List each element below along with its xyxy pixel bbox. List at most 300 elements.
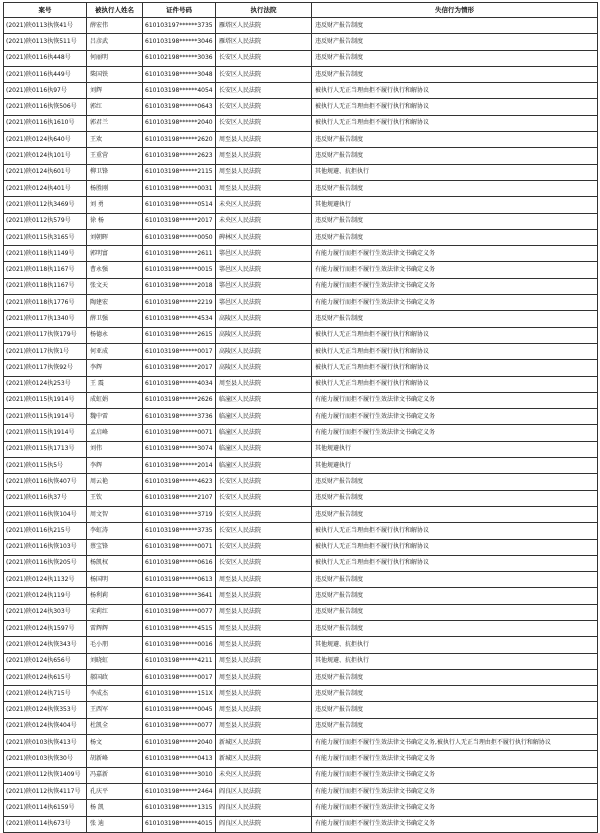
cell-court: 碑林区人民法院: [216, 229, 312, 245]
cell-case-no: (2021)陕0112执3469号: [4, 197, 87, 213]
cell-case-no: (2021)陕0124执640号: [4, 132, 87, 148]
cell-case-no: (2021)陕0124执715号: [4, 686, 87, 702]
cell-name: 曹永强: [87, 262, 143, 278]
header-behavior: 失信行为情形: [312, 3, 598, 18]
cell-name: 郭红: [87, 99, 143, 115]
cell-case-no: (2021)陕0118执1149号: [4, 246, 87, 262]
cell-case-no: (2021)陕0118执1167号: [4, 262, 87, 278]
cell-name: 孔庆平: [87, 783, 143, 799]
cell-name: 毛小朋: [87, 637, 143, 653]
cell-court: 周至县人民法院: [216, 572, 312, 588]
cell-court: 临潼区人民法院: [216, 392, 312, 408]
cell-name: 李成杰: [87, 686, 143, 702]
cell-behavior: 其他规避执行: [312, 458, 598, 474]
table-row: [4, 588, 598, 604]
cell-case-no: (2021)陕0114执673号: [4, 816, 87, 832]
table-row: [4, 327, 598, 343]
cell-court: 周至县人民法院: [216, 604, 312, 620]
cell-id-no: 610103198******1315: [143, 800, 216, 816]
cell-behavior: 违反财产报告制度: [312, 669, 598, 685]
dishonest-persons-table: [3, 2, 598, 833]
cell-case-no: (2021)陕0124执119号: [4, 588, 87, 604]
cell-court: 长安区人民法院: [216, 490, 312, 506]
cell-court: 周至县人民法院: [216, 376, 312, 392]
cell-behavior: 有能力履行而拒不履行生效法律文书确定义务: [312, 751, 598, 767]
cell-name: 杨德永: [87, 327, 143, 343]
cell-case-no: (2021)陕0112执579号: [4, 213, 87, 229]
cell-id-no: 610103198******4515: [143, 620, 216, 636]
cell-name: 宋莉红: [87, 604, 143, 620]
cell-case-no: (2021)陕0117执1340号: [4, 311, 87, 327]
table-row: [4, 34, 598, 50]
cell-id-no: 610103198******3046: [143, 34, 216, 50]
cell-case-no: (2021)陕0124执253号: [4, 376, 87, 392]
table-header-row: [4, 3, 598, 18]
cell-name: 胡新峰: [87, 751, 143, 767]
cell-court: 鄠邑区人民法院: [216, 246, 312, 262]
cell-id-no: 610103198******2040: [143, 735, 216, 751]
cell-id-no: 610103198******4534: [143, 311, 216, 327]
cell-behavior: 被执行人无正当理由拒不履行执行和解协议: [312, 115, 598, 131]
cell-case-no: (2021)陕0124执401号: [4, 180, 87, 196]
cell-court: 长安区人民法院: [216, 474, 312, 490]
table-row: [4, 539, 598, 555]
cell-name: 王钦: [87, 490, 143, 506]
cell-case-no: (2021)陕0116执448号: [4, 50, 87, 66]
cell-id-no: 610103198******0050: [143, 229, 216, 245]
cell-id-no: 610103198******3736: [143, 409, 216, 425]
cell-case-no: (2021)陕0116执恢103号: [4, 539, 87, 555]
cell-name: 刘伟: [87, 441, 143, 457]
cell-case-no: (2021)陕0124执1132号: [4, 572, 87, 588]
table-row: [4, 180, 598, 196]
table-row: [4, 506, 598, 522]
table-row: [4, 83, 598, 99]
cell-name: 何亚成: [87, 343, 143, 359]
table-row: [4, 816, 598, 832]
cell-court: 长安区人民法院: [216, 523, 312, 539]
table-row: [4, 620, 598, 636]
cell-behavior: 违反财产报告制度: [312, 50, 598, 66]
header-case-no: 案号: [4, 3, 87, 18]
table-row: [4, 311, 598, 327]
cell-case-no: (2021)陕0113执恢41号: [4, 18, 87, 34]
cell-name: 周云艳: [87, 474, 143, 490]
cell-behavior: 违反财产报告制度: [312, 572, 598, 588]
cell-name: 张文天: [87, 278, 143, 294]
cell-case-no: (2021)陕0124执恢353号: [4, 702, 87, 718]
table-row: [4, 343, 598, 359]
cell-id-no: 610103198******4623: [143, 474, 216, 490]
header-court: 执行法院: [216, 3, 312, 18]
cell-court: 未央区人民法院: [216, 767, 312, 783]
cell-court: 临潼区人民法院: [216, 409, 312, 425]
cell-case-no: (2021)陕0115执1914号: [4, 409, 87, 425]
cell-id-no: 610103197******3735: [143, 18, 216, 34]
table-row: [4, 229, 598, 245]
cell-case-no: (2021)陕0116执恢506号: [4, 99, 87, 115]
cell-case-no: (2021)陕0116执37号: [4, 490, 87, 506]
table-row: [4, 18, 598, 34]
cell-behavior: 被执行人无正当理由拒不履行执行和解协议: [312, 99, 598, 115]
cell-name: 吕彦武: [87, 34, 143, 50]
cell-court: 长安区人民法院: [216, 539, 312, 555]
cell-id-no: 610103198******0643: [143, 99, 216, 115]
cell-case-no: (2021)陕0117执恢179号: [4, 327, 87, 343]
cell-id-no: 610103198******2014: [143, 458, 216, 474]
table-row: [4, 490, 598, 506]
cell-behavior: 有能力履行而拒不履行生效法律文书确定义务: [312, 783, 598, 799]
cell-name: 王 震: [87, 376, 143, 392]
cell-behavior: 违反财产报告制度: [312, 34, 598, 50]
table-row: [4, 751, 598, 767]
cell-court: 高陵区人民法院: [216, 360, 312, 376]
cell-court: 周至县人民法院: [216, 653, 312, 669]
cell-court: 高陵区人民法院: [216, 343, 312, 359]
cell-case-no: (2021)陕0124执303号: [4, 604, 87, 620]
table-body: [4, 18, 598, 833]
cell-behavior: 其他规避执行: [312, 197, 598, 213]
cell-name: 孟启峰: [87, 425, 143, 441]
cell-case-no: (2021)陕0117执恢1号: [4, 343, 87, 359]
table-row: [4, 115, 598, 131]
cell-name: 郭君兰: [87, 115, 143, 131]
cell-behavior: 违反财产报告制度: [312, 311, 598, 327]
cell-behavior: 被执行人无正当理由拒不履行执行和解协议: [312, 83, 598, 99]
cell-behavior: 有能力履行而拒不履行生效法律文书确定义务: [312, 800, 598, 816]
cell-id-no: 610103198******2626: [143, 392, 216, 408]
table-row: [4, 50, 598, 66]
cell-court: 周至县人民法院: [216, 669, 312, 685]
cell-id-no: 610103198******2219: [143, 295, 216, 311]
cell-id-no: 610103198******3048: [143, 66, 216, 82]
cell-id-no: 610103198******0031: [143, 180, 216, 196]
cell-behavior: 违反财产报告制度: [312, 474, 598, 490]
cell-id-no: 610103198******0077: [143, 718, 216, 734]
cell-id-no: 610103198******0016: [143, 637, 216, 653]
cell-id-no: 610103198******4015: [143, 816, 216, 832]
cell-case-no: (2021)陕0115执1713号: [4, 441, 87, 457]
cell-behavior: 违反财产报告制度: [312, 213, 598, 229]
cell-court: 鄠邑区人民法院: [216, 295, 312, 311]
header-id-no: 证件号码: [143, 3, 216, 18]
cell-court: 长安区人民法院: [216, 555, 312, 571]
cell-behavior: 违反财产报告制度: [312, 718, 598, 734]
cell-name: 王重营: [87, 148, 143, 164]
cell-id-no: 610103198******4211: [143, 653, 216, 669]
cell-name: 薛宏伟: [87, 18, 143, 34]
cell-case-no: (2021)陕0124执601号: [4, 164, 87, 180]
cell-name: 王欢: [87, 132, 143, 148]
cell-behavior: 违反财产报告制度: [312, 702, 598, 718]
cell-name: 李虹涛: [87, 523, 143, 539]
cell-behavior: 违反财产报告制度: [312, 66, 598, 82]
cell-name: 刘辉: [87, 83, 143, 99]
cell-court: 未央区人民法院: [216, 197, 312, 213]
cell-case-no: (2021)陕0116执恢407号: [4, 474, 87, 490]
cell-behavior: 违反财产报告制度: [312, 604, 598, 620]
cell-id-no: 610103198******3735: [143, 523, 216, 539]
table-row: [4, 278, 598, 294]
cell-court: 鄠邑区人民法院: [216, 278, 312, 294]
cell-behavior: 违反财产报告制度: [312, 18, 598, 34]
cell-id-no: 610103198******3074: [143, 441, 216, 457]
cell-name: 成虹娟: [87, 392, 143, 408]
cell-court: 长安区人民法院: [216, 115, 312, 131]
table-row: [4, 246, 598, 262]
cell-case-no: (2021)陕0112执恢1409号: [4, 767, 87, 783]
cell-court: 高陵区人民法院: [216, 327, 312, 343]
table-row: [4, 213, 598, 229]
table-row: [4, 783, 598, 799]
table-row: [4, 262, 598, 278]
cell-name: 徐 杨: [87, 213, 143, 229]
cell-name: 魏中雷: [87, 409, 143, 425]
cell-name: 刘 勇: [87, 197, 143, 213]
table-row: [4, 441, 598, 457]
table-row: [4, 66, 598, 82]
cell-behavior: 其他规避、抗拒执行: [312, 637, 598, 653]
table-row: [4, 572, 598, 588]
cell-case-no: (2021)陕0124执656号: [4, 653, 87, 669]
cell-behavior: 违反财产报告制度: [312, 132, 598, 148]
cell-behavior: 被执行人无正当理由拒不履行执行和解协议: [312, 539, 598, 555]
cell-name: 雷辉辉: [87, 620, 143, 636]
cell-case-no: (2021)陕0116执恢104号: [4, 506, 87, 522]
cell-behavior: 其他规避执行: [312, 441, 598, 457]
cell-name: 郭明富: [87, 246, 143, 262]
cell-court: 长安区人民法院: [216, 506, 312, 522]
cell-case-no: (2021)陕0124执恢404号: [4, 718, 87, 734]
cell-name: 何丽明: [87, 50, 143, 66]
cell-case-no: (2021)陕0118执1167号: [4, 278, 87, 294]
cell-behavior: 被执行人无正当理由拒不履行执行和解协议: [312, 360, 598, 376]
cell-name: 刘晓虹: [87, 653, 143, 669]
table-row: [4, 686, 598, 702]
cell-court: 雁塔区人民法院: [216, 34, 312, 50]
cell-court: 临潼区人民法院: [216, 441, 312, 457]
cell-court: 周至县人民法院: [216, 148, 312, 164]
cell-behavior: 有能力履行而拒不履行生效法律文书确定义务: [312, 392, 598, 408]
table-row: [4, 718, 598, 734]
cell-id-no: 610103198******0071: [143, 539, 216, 555]
table-row: [4, 555, 598, 571]
cell-case-no: (2021)陕0103执恢30号: [4, 751, 87, 767]
cell-court: 周至县人民法院: [216, 620, 312, 636]
cell-id-no: 610103198******0017: [143, 343, 216, 359]
cell-court: 阎良区人民法院: [216, 783, 312, 799]
cell-id-no: 610103198******2017: [143, 213, 216, 229]
cell-case-no: (2021)陕0124执615号: [4, 669, 87, 685]
cell-id-no: 610103198******0045: [143, 702, 216, 718]
cell-court: 高陵区人民法院: [216, 311, 312, 327]
cell-id-no: 610103198******3719: [143, 506, 216, 522]
cell-behavior: 有能力履行而拒不履行生效法律文书确定义务: [312, 767, 598, 783]
cell-id-no: 610103198******3641: [143, 588, 216, 604]
cell-id-no: 610103198******2107: [143, 490, 216, 506]
table-row: [4, 295, 598, 311]
cell-name: 杜凯全: [87, 718, 143, 734]
table-row: [4, 132, 598, 148]
cell-name: 柳卫锋: [87, 164, 143, 180]
cell-behavior: 其他规避、抗拒执行: [312, 164, 598, 180]
cell-case-no: (2021)陕0117执恢92号: [4, 360, 87, 376]
cell-id-no: 610103198******0613: [143, 572, 216, 588]
cell-court: 长安区人民法院: [216, 99, 312, 115]
cell-case-no: (2021)陕0116执97号: [4, 83, 87, 99]
cell-name: 杨文: [87, 735, 143, 751]
cell-court: 长安区人民法院: [216, 50, 312, 66]
cell-court: 周至县人民法院: [216, 637, 312, 653]
cell-case-no: (2021)陕0115执1914号: [4, 425, 87, 441]
cell-behavior: 违反财产报告制度: [312, 490, 598, 506]
table-row: [4, 392, 598, 408]
cell-behavior: 有能力履行而拒不履行生效法律文书确定义务: [312, 246, 598, 262]
cell-behavior: 违反财产报告制度: [312, 588, 598, 604]
cell-behavior: 违反财产报告制度: [312, 148, 598, 164]
cell-behavior: 违反财产报告制度: [312, 229, 598, 245]
cell-id-no: 610103198******2464: [143, 783, 216, 799]
cell-case-no: (2021)陕0124执1597号: [4, 620, 87, 636]
cell-name: 杨利莉: [87, 588, 143, 604]
cell-court: 临潼区人民法院: [216, 425, 312, 441]
cell-name: 柴国铁: [87, 66, 143, 82]
cell-name: 陶建宏: [87, 295, 143, 311]
cell-name: 杨胜刚: [87, 180, 143, 196]
cell-case-no: (2021)陕0115执5号: [4, 458, 87, 474]
cell-behavior: 其他规避、抗拒执行: [312, 653, 598, 669]
cell-id-no: 610103198******2623: [143, 148, 216, 164]
cell-court: 新城区人民法院: [216, 735, 312, 751]
cell-case-no: (2021)陕0103执恢413号: [4, 735, 87, 751]
cell-name: 冯嘉新: [87, 767, 143, 783]
cell-behavior: 被执行人无正当理由拒不履行执行和解协议: [312, 327, 598, 343]
table-row: [4, 702, 598, 718]
cell-name: 刘朝晖: [87, 229, 143, 245]
cell-id-no: 610103198******2611: [143, 246, 216, 262]
cell-court: 周至县人民法院: [216, 164, 312, 180]
cell-id-no: 610102198******3036: [143, 50, 216, 66]
cell-id-no: 610103198******2040: [143, 115, 216, 131]
table-row: [4, 425, 598, 441]
cell-id-no: 610103198******3010: [143, 767, 216, 783]
cell-behavior: 有能力履行而拒不履行生效法律文书确定义务: [312, 262, 598, 278]
cell-id-no: 610103198******0616: [143, 555, 216, 571]
cell-court: 鄠邑区人民法院: [216, 262, 312, 278]
cell-name: 张 迪: [87, 816, 143, 832]
table-row: [4, 800, 598, 816]
table-row: [4, 637, 598, 653]
cell-id-no: 610103198******0514: [143, 197, 216, 213]
cell-id-no: 610103198******2620: [143, 132, 216, 148]
cell-id-no: 610103198******151X: [143, 686, 216, 702]
cell-case-no: (2021)陕0115执1914号: [4, 392, 87, 408]
table-row: [4, 735, 598, 751]
cell-name: 王西军: [87, 702, 143, 718]
cell-court: 周至县人民法院: [216, 718, 312, 734]
cell-behavior: 有能力履行而拒不履行生效法律文书确定义务: [312, 425, 598, 441]
cell-id-no: 610103198******0077: [143, 604, 216, 620]
cell-behavior: 违反财产报告制度: [312, 620, 598, 636]
cell-name: 杨国明: [87, 572, 143, 588]
cell-behavior: 违反财产报告制度: [312, 506, 598, 522]
table-row: [4, 523, 598, 539]
table-row: [4, 197, 598, 213]
cell-court: 未央区人民法院: [216, 213, 312, 229]
table-row: [4, 148, 598, 164]
cell-case-no: (2021)陕0116执恢205号: [4, 555, 87, 571]
table-row: [4, 669, 598, 685]
cell-behavior: 被执行人无正当理由拒不履行执行和解协议: [312, 523, 598, 539]
cell-case-no: (2021)陕0115执3165号: [4, 229, 87, 245]
cell-name: 蔡宝锋: [87, 539, 143, 555]
cell-id-no: 610103198******4054: [143, 83, 216, 99]
cell-behavior: 被执行人无正当理由拒不履行执行和解协议: [312, 555, 598, 571]
cell-court: 新城区人民法院: [216, 751, 312, 767]
cell-name: 郝国政: [87, 669, 143, 685]
cell-court: 长安区人民法院: [216, 83, 312, 99]
cell-name: 杨凯权: [87, 555, 143, 571]
cell-id-no: 610103198******0413: [143, 751, 216, 767]
cell-case-no: (2021)陕0118执1776号: [4, 295, 87, 311]
cell-name: 周文智: [87, 506, 143, 522]
table-row: [4, 458, 598, 474]
table-row: [4, 360, 598, 376]
cell-behavior: 有能力履行而拒不履行生效法律文书确定义务: [312, 295, 598, 311]
cell-behavior: 被执行人无正当理由拒不履行执行和解协议: [312, 343, 598, 359]
cell-behavior: 被执行人无正当理由拒不履行执行和解协议: [312, 376, 598, 392]
cell-id-no: 610103198******2115: [143, 164, 216, 180]
cell-id-no: 610103198******4034: [143, 376, 216, 392]
cell-court: 周至县人民法院: [216, 180, 312, 196]
cell-behavior: 有能力履行而拒不履行生效法律文书确定义务: [312, 816, 598, 832]
table-row: [4, 99, 598, 115]
cell-case-no: (2021)陕0116执215号: [4, 523, 87, 539]
cell-case-no: (2021)陕0124执恢343号: [4, 637, 87, 653]
cell-case-no: (2021)陕0116执1610号: [4, 115, 87, 131]
cell-id-no: 610103198******0015: [143, 262, 216, 278]
cell-court: 周至县人民法院: [216, 132, 312, 148]
cell-case-no: (2021)陕0113执恢511号: [4, 34, 87, 50]
table-row: [4, 409, 598, 425]
cell-behavior: 有能力履行而拒不履行生效法律文书确定义务,被执行人无正当理由拒不履行执行和解协议: [312, 735, 598, 751]
cell-court: 雁塔区人民法院: [216, 18, 312, 34]
cell-court: 阎良区人民法院: [216, 816, 312, 832]
cell-court: 周至县人民法院: [216, 686, 312, 702]
cell-name: 杨 凯: [87, 800, 143, 816]
table-row: [4, 767, 598, 783]
cell-id-no: 610103198******2017: [143, 360, 216, 376]
cell-id-no: 610103198******0017: [143, 669, 216, 685]
cell-behavior: 有能力履行而拒不履行生效法律文书确定义务: [312, 409, 598, 425]
cell-behavior: 有能力履行而拒不履行生效法律文书确定义务: [312, 278, 598, 294]
cell-name: 李辉: [87, 458, 143, 474]
cell-name: 李辉: [87, 360, 143, 376]
cell-case-no: (2021)陕0116执449号: [4, 66, 87, 82]
table-row: [4, 376, 598, 392]
cell-court: 阎良区人民法院: [216, 800, 312, 816]
cell-name: 薛卫强: [87, 311, 143, 327]
table-row: [4, 604, 598, 620]
cell-behavior: 违反财产报告制度: [312, 180, 598, 196]
cell-case-no: (2021)陕0114执6159号: [4, 800, 87, 816]
header-name: 被执行人姓名: [87, 3, 143, 18]
cell-id-no: 610103198******2615: [143, 327, 216, 343]
cell-court: 临潼区人民法院: [216, 458, 312, 474]
table-row: [4, 474, 598, 490]
cell-behavior: 违反财产报告制度: [312, 686, 598, 702]
cell-id-no: 610103198******2018: [143, 278, 216, 294]
